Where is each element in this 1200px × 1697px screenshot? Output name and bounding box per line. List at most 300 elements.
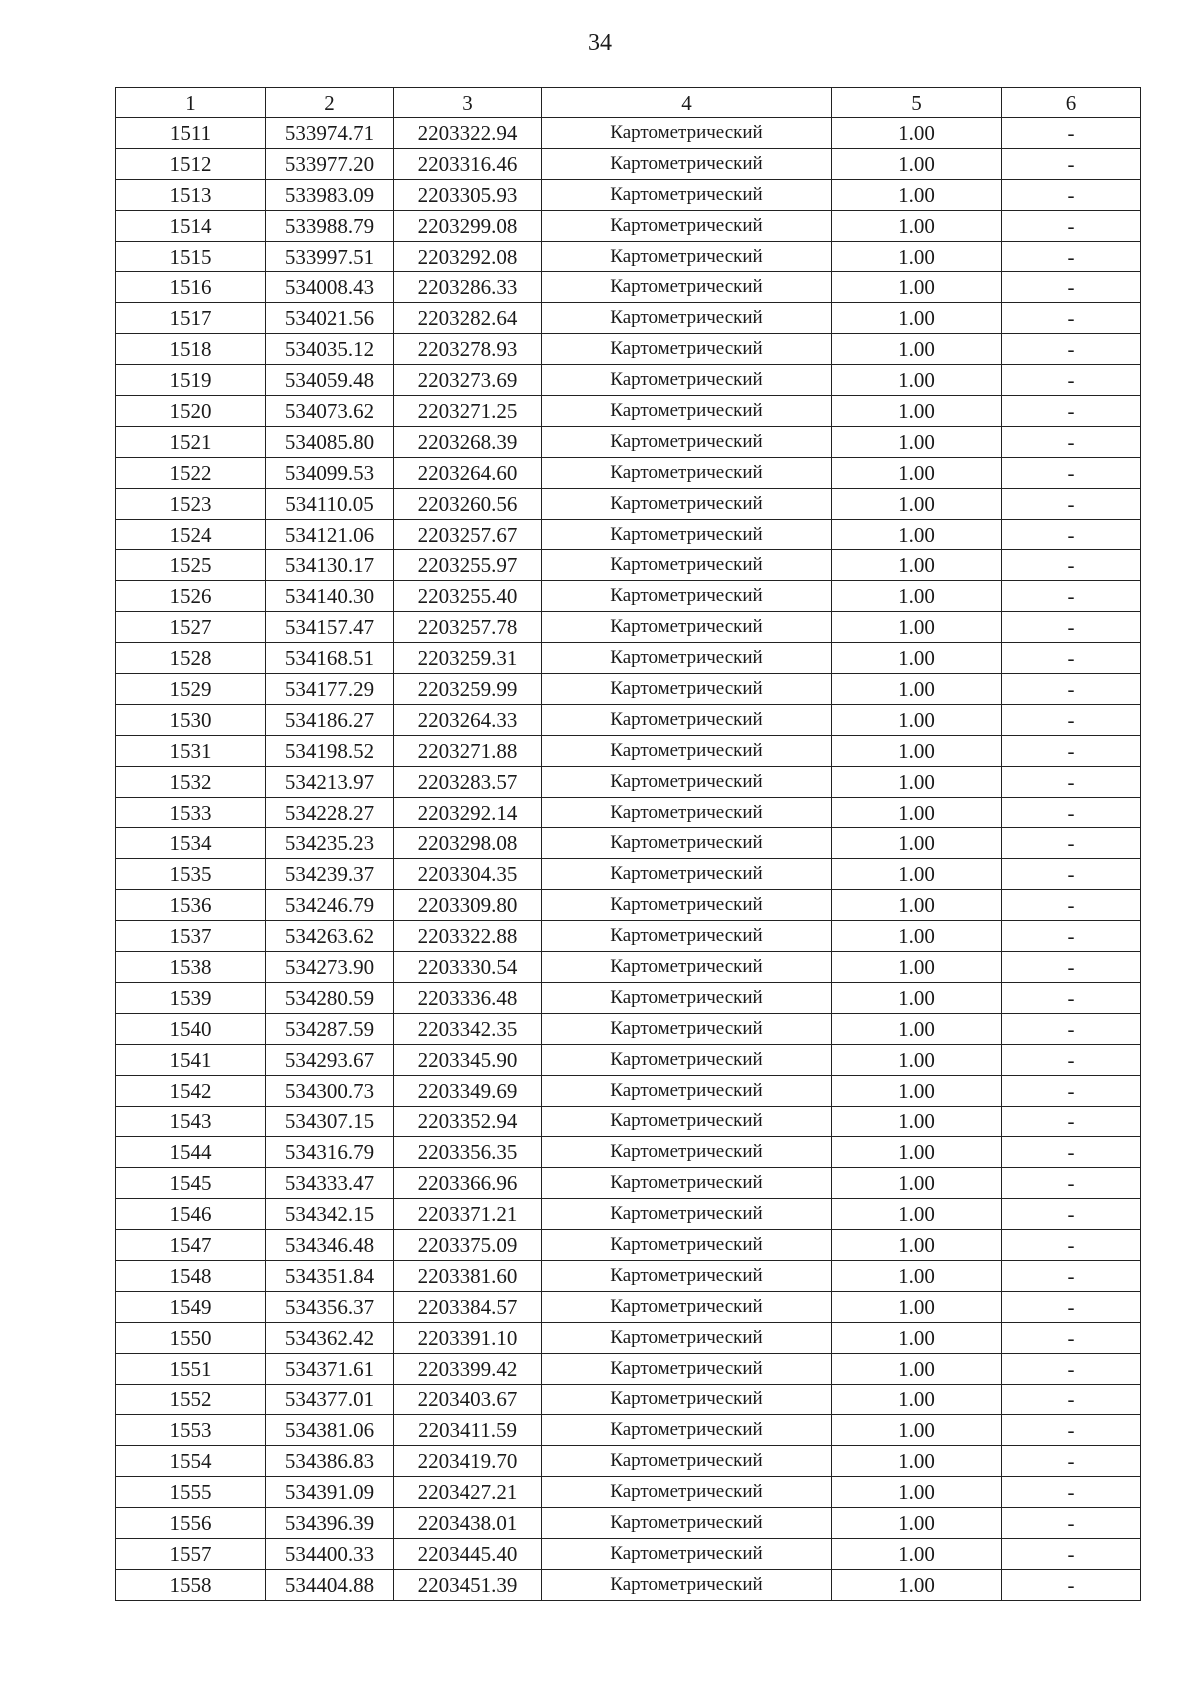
- x-coordinate-cell: 534300.73: [266, 1075, 394, 1106]
- table-row: [116, 1415, 1141, 1446]
- accuracy-cell: 1.00: [832, 396, 1002, 427]
- note-cell: -: [1002, 241, 1141, 272]
- accuracy-cell: 1.00: [832, 952, 1002, 983]
- x-coordinate-cell: 534021.56: [266, 303, 394, 334]
- note-cell: -: [1002, 519, 1141, 550]
- table-row: [116, 735, 1141, 766]
- method-cell: Картометрический: [542, 828, 832, 859]
- x-coordinate-cell: 534168.51: [266, 643, 394, 674]
- accuracy-cell: 1.00: [832, 426, 1002, 457]
- y-coordinate-cell: 2203322.94: [394, 118, 542, 149]
- x-coordinate-cell: 534235.23: [266, 828, 394, 859]
- method-cell: Картометрический: [542, 1168, 832, 1199]
- table-row: [116, 519, 1141, 550]
- table-row: [116, 272, 1141, 303]
- table-row: [116, 704, 1141, 735]
- y-coordinate-cell: 2203259.31: [394, 643, 542, 674]
- accuracy-cell: 1.00: [832, 1538, 1002, 1569]
- point-number-cell: 1553: [116, 1415, 266, 1446]
- point-number-cell: 1524: [116, 519, 266, 550]
- point-number-cell: 1538: [116, 952, 266, 983]
- method-cell: Картометрический: [542, 859, 832, 890]
- method-cell: Картометрический: [542, 1137, 832, 1168]
- column-header-4: 4: [542, 88, 832, 118]
- table-row: [116, 612, 1141, 643]
- point-number-cell: 1533: [116, 797, 266, 828]
- y-coordinate-cell: 2203304.35: [394, 859, 542, 890]
- x-coordinate-cell: 534381.06: [266, 1415, 394, 1446]
- method-cell: Картометрический: [542, 766, 832, 797]
- column-header-6: 6: [1002, 88, 1141, 118]
- y-coordinate-cell: 2203260.56: [394, 488, 542, 519]
- method-cell: Картометрический: [542, 1508, 832, 1539]
- note-cell: -: [1002, 457, 1141, 488]
- point-number-cell: 1517: [116, 303, 266, 334]
- note-cell: -: [1002, 1230, 1141, 1261]
- method-cell: Картометрический: [542, 890, 832, 921]
- method-cell: Картометрический: [542, 272, 832, 303]
- y-coordinate-cell: 2203264.33: [394, 704, 542, 735]
- accuracy-cell: 1.00: [832, 365, 1002, 396]
- point-number-cell: 1550: [116, 1322, 266, 1353]
- method-cell: Картометрический: [542, 581, 832, 612]
- point-number-cell: 1543: [116, 1106, 266, 1137]
- method-cell: Картометрический: [542, 1013, 832, 1044]
- page-number: 34: [588, 30, 612, 56]
- note-cell: -: [1002, 488, 1141, 519]
- note-cell: -: [1002, 148, 1141, 179]
- method-cell: Картометрический: [542, 179, 832, 210]
- x-coordinate-cell: 534391.09: [266, 1477, 394, 1508]
- table-row: [116, 550, 1141, 581]
- table-row: [116, 1446, 1141, 1477]
- x-coordinate-cell: 534377.01: [266, 1384, 394, 1415]
- method-cell: Картометрический: [542, 952, 832, 983]
- table-row: [116, 1508, 1141, 1539]
- table-row: [116, 952, 1141, 983]
- accuracy-cell: 1.00: [832, 982, 1002, 1013]
- table-row: [116, 1477, 1141, 1508]
- method-cell: Картометрический: [542, 735, 832, 766]
- point-number-cell: 1526: [116, 581, 266, 612]
- x-coordinate-cell: 534356.37: [266, 1291, 394, 1322]
- y-coordinate-cell: 2203391.10: [394, 1322, 542, 1353]
- table-row: [116, 210, 1141, 241]
- point-number-cell: 1536: [116, 890, 266, 921]
- note-cell: -: [1002, 1137, 1141, 1168]
- y-coordinate-cell: 2203345.90: [394, 1044, 542, 1075]
- point-number-cell: 1512: [116, 148, 266, 179]
- table-row: [116, 365, 1141, 396]
- y-coordinate-cell: 2203255.97: [394, 550, 542, 581]
- y-coordinate-cell: 2203375.09: [394, 1230, 542, 1261]
- x-coordinate-cell: 534362.42: [266, 1322, 394, 1353]
- x-coordinate-cell: 534073.62: [266, 396, 394, 427]
- y-coordinate-cell: 2203305.93: [394, 179, 542, 210]
- accuracy-cell: 1.00: [832, 272, 1002, 303]
- x-coordinate-cell: 534273.90: [266, 952, 394, 983]
- point-number-cell: 1552: [116, 1384, 266, 1415]
- table-row: [116, 1384, 1141, 1415]
- y-coordinate-cell: 2203257.67: [394, 519, 542, 550]
- x-coordinate-cell: 533977.20: [266, 148, 394, 179]
- accuracy-cell: 1.00: [832, 704, 1002, 735]
- accuracy-cell: 1.00: [832, 1353, 1002, 1384]
- y-coordinate-cell: 2203255.40: [394, 581, 542, 612]
- note-cell: -: [1002, 179, 1141, 210]
- method-cell: Картометрический: [542, 921, 832, 952]
- table-row: [116, 148, 1141, 179]
- y-coordinate-cell: 2203349.69: [394, 1075, 542, 1106]
- x-coordinate-cell: 534121.06: [266, 519, 394, 550]
- accuracy-cell: 1.00: [832, 921, 1002, 952]
- accuracy-cell: 1.00: [832, 1230, 1002, 1261]
- x-coordinate-cell: 534246.79: [266, 890, 394, 921]
- table-row: [116, 1569, 1141, 1600]
- point-number-cell: 1529: [116, 674, 266, 705]
- x-coordinate-cell: 534351.84: [266, 1260, 394, 1291]
- x-coordinate-cell: 534099.53: [266, 457, 394, 488]
- method-cell: Картометрический: [542, 303, 832, 334]
- point-number-cell: 1513: [116, 179, 266, 210]
- table-row: [116, 1260, 1141, 1291]
- method-cell: Картометрический: [542, 550, 832, 581]
- note-cell: -: [1002, 1199, 1141, 1230]
- y-coordinate-cell: 2203419.70: [394, 1446, 542, 1477]
- coordinates-table: [115, 87, 1141, 1601]
- note-cell: -: [1002, 1508, 1141, 1539]
- accuracy-cell: 1.00: [832, 1044, 1002, 1075]
- table-header: [116, 88, 1141, 118]
- y-coordinate-cell: 2203371.21: [394, 1199, 542, 1230]
- table-row: [116, 1322, 1141, 1353]
- y-coordinate-cell: 2203309.80: [394, 890, 542, 921]
- note-cell: -: [1002, 303, 1141, 334]
- x-coordinate-cell: 534371.61: [266, 1353, 394, 1384]
- accuracy-cell: 1.00: [832, 797, 1002, 828]
- x-coordinate-cell: 534263.62: [266, 921, 394, 952]
- x-coordinate-cell: 533983.09: [266, 179, 394, 210]
- y-coordinate-cell: 2203278.93: [394, 334, 542, 365]
- note-cell: -: [1002, 797, 1141, 828]
- note-cell: -: [1002, 210, 1141, 241]
- note-cell: -: [1002, 334, 1141, 365]
- point-number-cell: 1534: [116, 828, 266, 859]
- table-row: [116, 797, 1141, 828]
- point-number-cell: 1511: [116, 118, 266, 149]
- table-row: [116, 1013, 1141, 1044]
- method-cell: Картометрический: [542, 1477, 832, 1508]
- y-coordinate-cell: 2203445.40: [394, 1538, 542, 1569]
- method-cell: Картометрический: [542, 1538, 832, 1569]
- accuracy-cell: 1.00: [832, 612, 1002, 643]
- note-cell: -: [1002, 1415, 1141, 1446]
- accuracy-cell: 1.00: [832, 1137, 1002, 1168]
- note-cell: -: [1002, 952, 1141, 983]
- accuracy-cell: 1.00: [832, 210, 1002, 241]
- note-cell: -: [1002, 1569, 1141, 1600]
- x-coordinate-cell: 534110.05: [266, 488, 394, 519]
- table-row: [116, 118, 1141, 149]
- table-row: [116, 1291, 1141, 1322]
- accuracy-cell: 1.00: [832, 1075, 1002, 1106]
- note-cell: -: [1002, 1044, 1141, 1075]
- method-cell: Картометрический: [542, 1569, 832, 1600]
- x-coordinate-cell: 534213.97: [266, 766, 394, 797]
- x-coordinate-cell: 533988.79: [266, 210, 394, 241]
- method-cell: Картометрический: [542, 643, 832, 674]
- note-cell: -: [1002, 982, 1141, 1013]
- table-row: [116, 334, 1141, 365]
- point-number-cell: 1520: [116, 396, 266, 427]
- method-cell: Картометрический: [542, 488, 832, 519]
- note-cell: -: [1002, 612, 1141, 643]
- x-coordinate-cell: 534085.80: [266, 426, 394, 457]
- column-header-1: 1: [116, 88, 266, 118]
- note-cell: -: [1002, 550, 1141, 581]
- table-row: [116, 179, 1141, 210]
- note-cell: -: [1002, 890, 1141, 921]
- point-number-cell: 1549: [116, 1291, 266, 1322]
- point-number-cell: 1558: [116, 1569, 266, 1600]
- x-coordinate-cell: 534186.27: [266, 704, 394, 735]
- point-number-cell: 1523: [116, 488, 266, 519]
- note-cell: -: [1002, 643, 1141, 674]
- accuracy-cell: 1.00: [832, 1477, 1002, 1508]
- y-coordinate-cell: 2203264.60: [394, 457, 542, 488]
- note-cell: -: [1002, 1384, 1141, 1415]
- y-coordinate-cell: 2203336.48: [394, 982, 542, 1013]
- table-row: [116, 426, 1141, 457]
- column-header-5: 5: [832, 88, 1002, 118]
- note-cell: -: [1002, 1322, 1141, 1353]
- table-row: [116, 303, 1141, 334]
- header-row: [116, 88, 1141, 118]
- accuracy-cell: 1.00: [832, 334, 1002, 365]
- note-cell: -: [1002, 1353, 1141, 1384]
- point-number-cell: 1518: [116, 334, 266, 365]
- x-coordinate-cell: 534140.30: [266, 581, 394, 612]
- y-coordinate-cell: 2203322.88: [394, 921, 542, 952]
- note-cell: -: [1002, 118, 1141, 149]
- note-cell: -: [1002, 365, 1141, 396]
- method-cell: Картометрический: [542, 674, 832, 705]
- y-coordinate-cell: 2203299.08: [394, 210, 542, 241]
- method-cell: Картометрический: [542, 519, 832, 550]
- accuracy-cell: 1.00: [832, 674, 1002, 705]
- point-number-cell: 1535: [116, 859, 266, 890]
- x-coordinate-cell: 534386.83: [266, 1446, 394, 1477]
- x-coordinate-cell: 534400.33: [266, 1538, 394, 1569]
- note-cell: -: [1002, 272, 1141, 303]
- y-coordinate-cell: 2203286.33: [394, 272, 542, 303]
- accuracy-cell: 1.00: [832, 457, 1002, 488]
- method-cell: Картометрический: [542, 426, 832, 457]
- point-number-cell: 1532: [116, 766, 266, 797]
- column-header-2: 2: [266, 88, 394, 118]
- table-row: [116, 643, 1141, 674]
- y-coordinate-cell: 2203273.69: [394, 365, 542, 396]
- point-number-cell: 1546: [116, 1199, 266, 1230]
- accuracy-cell: 1.00: [832, 1508, 1002, 1539]
- x-coordinate-cell: 534157.47: [266, 612, 394, 643]
- y-coordinate-cell: 2203268.39: [394, 426, 542, 457]
- table-row: [116, 1137, 1141, 1168]
- accuracy-cell: 1.00: [832, 1446, 1002, 1477]
- table-row: [116, 457, 1141, 488]
- y-coordinate-cell: 2203352.94: [394, 1106, 542, 1137]
- note-cell: -: [1002, 859, 1141, 890]
- accuracy-cell: 1.00: [832, 1384, 1002, 1415]
- x-coordinate-cell: 534228.27: [266, 797, 394, 828]
- method-cell: Картометрический: [542, 118, 832, 149]
- point-number-cell: 1531: [116, 735, 266, 766]
- point-number-cell: 1530: [116, 704, 266, 735]
- y-coordinate-cell: 2203381.60: [394, 1260, 542, 1291]
- method-cell: Картометрический: [542, 1199, 832, 1230]
- table-row: [116, 890, 1141, 921]
- point-number-cell: 1542: [116, 1075, 266, 1106]
- method-cell: Картометрический: [542, 1384, 832, 1415]
- point-number-cell: 1540: [116, 1013, 266, 1044]
- table-row: [116, 766, 1141, 797]
- point-number-cell: 1525: [116, 550, 266, 581]
- y-coordinate-cell: 2203366.96: [394, 1168, 542, 1199]
- method-cell: Картометрический: [542, 365, 832, 396]
- accuracy-cell: 1.00: [832, 735, 1002, 766]
- y-coordinate-cell: 2203411.59: [394, 1415, 542, 1446]
- x-coordinate-cell: 534280.59: [266, 982, 394, 1013]
- x-coordinate-cell: 534342.15: [266, 1199, 394, 1230]
- note-cell: -: [1002, 921, 1141, 952]
- point-number-cell: 1554: [116, 1446, 266, 1477]
- note-cell: -: [1002, 1260, 1141, 1291]
- accuracy-cell: 1.00: [832, 1569, 1002, 1600]
- accuracy-cell: 1.00: [832, 1291, 1002, 1322]
- x-coordinate-cell: 534404.88: [266, 1569, 394, 1600]
- point-number-cell: 1515: [116, 241, 266, 272]
- table-row: [116, 674, 1141, 705]
- point-number-cell: 1551: [116, 1353, 266, 1384]
- method-cell: Картометрический: [542, 1415, 832, 1446]
- table-row: [116, 982, 1141, 1013]
- accuracy-cell: 1.00: [832, 148, 1002, 179]
- x-coordinate-cell: 534396.39: [266, 1508, 394, 1539]
- table-row: [116, 1353, 1141, 1384]
- y-coordinate-cell: 2203427.21: [394, 1477, 542, 1508]
- note-cell: -: [1002, 1075, 1141, 1106]
- y-coordinate-cell: 2203259.99: [394, 674, 542, 705]
- table-row: [116, 921, 1141, 952]
- method-cell: Картометрический: [542, 241, 832, 272]
- table-row: [116, 1044, 1141, 1075]
- table-row: [116, 1075, 1141, 1106]
- table-row: [116, 1199, 1141, 1230]
- x-coordinate-cell: 534059.48: [266, 365, 394, 396]
- point-number-cell: 1541: [116, 1044, 266, 1075]
- method-cell: Картометрический: [542, 1353, 832, 1384]
- table-row: [116, 241, 1141, 272]
- note-cell: -: [1002, 396, 1141, 427]
- point-number-cell: 1545: [116, 1168, 266, 1199]
- accuracy-cell: 1.00: [832, 179, 1002, 210]
- x-coordinate-cell: 534198.52: [266, 735, 394, 766]
- note-cell: -: [1002, 1168, 1141, 1199]
- method-cell: Картометрический: [542, 1291, 832, 1322]
- x-coordinate-cell: 534130.17: [266, 550, 394, 581]
- table-body: [116, 118, 1141, 1601]
- accuracy-cell: 1.00: [832, 241, 1002, 272]
- x-coordinate-cell: 534239.37: [266, 859, 394, 890]
- note-cell: -: [1002, 426, 1141, 457]
- x-coordinate-cell: 534008.43: [266, 272, 394, 303]
- table-row: [116, 396, 1141, 427]
- table-row: [116, 1106, 1141, 1137]
- column-header-3: 3: [394, 88, 542, 118]
- x-coordinate-cell: 534316.79: [266, 1137, 394, 1168]
- accuracy-cell: 1.00: [832, 1013, 1002, 1044]
- note-cell: -: [1002, 1106, 1141, 1137]
- x-coordinate-cell: 534287.59: [266, 1013, 394, 1044]
- table-row: [116, 1538, 1141, 1569]
- point-number-cell: 1555: [116, 1477, 266, 1508]
- point-number-cell: 1516: [116, 272, 266, 303]
- accuracy-cell: 1.00: [832, 118, 1002, 149]
- y-coordinate-cell: 2203316.46: [394, 148, 542, 179]
- y-coordinate-cell: 2203399.42: [394, 1353, 542, 1384]
- method-cell: Картометрический: [542, 982, 832, 1013]
- accuracy-cell: 1.00: [832, 303, 1002, 334]
- x-coordinate-cell: 533974.71: [266, 118, 394, 149]
- point-number-cell: 1514: [116, 210, 266, 241]
- accuracy-cell: 1.00: [832, 859, 1002, 890]
- method-cell: Картометрический: [542, 457, 832, 488]
- accuracy-cell: 1.00: [832, 550, 1002, 581]
- x-coordinate-cell: 534177.29: [266, 674, 394, 705]
- y-coordinate-cell: 2203271.25: [394, 396, 542, 427]
- y-coordinate-cell: 2203342.35: [394, 1013, 542, 1044]
- point-number-cell: 1528: [116, 643, 266, 674]
- x-coordinate-cell: 534035.12: [266, 334, 394, 365]
- y-coordinate-cell: 2203384.57: [394, 1291, 542, 1322]
- y-coordinate-cell: 2203292.14: [394, 797, 542, 828]
- accuracy-cell: 1.00: [832, 519, 1002, 550]
- note-cell: -: [1002, 674, 1141, 705]
- point-number-cell: 1547: [116, 1230, 266, 1261]
- point-number-cell: 1521: [116, 426, 266, 457]
- method-cell: Картометрический: [542, 1322, 832, 1353]
- method-cell: Картометрический: [542, 1075, 832, 1106]
- method-cell: Картометрический: [542, 396, 832, 427]
- y-coordinate-cell: 2203356.35: [394, 1137, 542, 1168]
- point-number-cell: 1548: [116, 1260, 266, 1291]
- y-coordinate-cell: 2203292.08: [394, 241, 542, 272]
- y-coordinate-cell: 2203282.64: [394, 303, 542, 334]
- y-coordinate-cell: 2203257.78: [394, 612, 542, 643]
- note-cell: -: [1002, 1477, 1141, 1508]
- y-coordinate-cell: 2203451.39: [394, 1569, 542, 1600]
- point-number-cell: 1539: [116, 982, 266, 1013]
- point-number-cell: 1527: [116, 612, 266, 643]
- method-cell: Картометрический: [542, 210, 832, 241]
- note-cell: -: [1002, 581, 1141, 612]
- table-row: [116, 1168, 1141, 1199]
- accuracy-cell: 1.00: [832, 1199, 1002, 1230]
- table-row: [116, 488, 1141, 519]
- note-cell: -: [1002, 735, 1141, 766]
- accuracy-cell: 1.00: [832, 488, 1002, 519]
- table-row: [116, 859, 1141, 890]
